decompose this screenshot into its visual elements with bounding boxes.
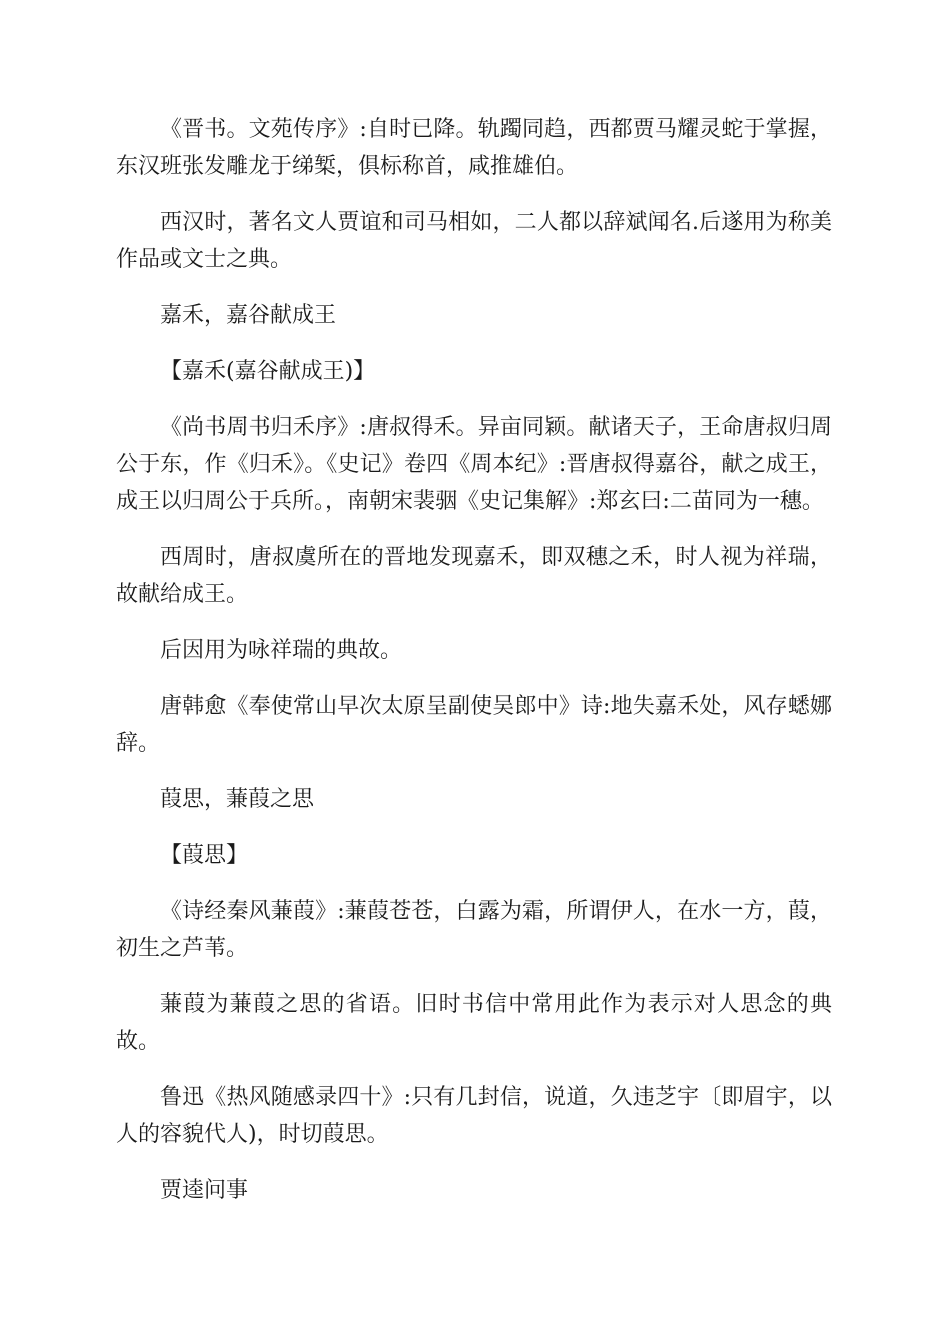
- paragraph-shijing-quote: 《诗经秦风蒹葭》:蒹葭苍苍，白露为霜，所谓伊人，在水一方，葭，初生之芦苇。: [116, 899, 832, 961]
- paragraph-hanyu-poem: 唐韩愈《奉使常山早次太原呈副使吴郎中》诗:地失嘉禾处，风存蟋娜辞。: [116, 694, 832, 756]
- entry-heading-jiahe: 嘉禾，嘉谷献成王: [160, 303, 337, 328]
- entry-title-jiahe: 【嘉禾(嘉谷献成王)】: [160, 359, 376, 384]
- paragraph-shangshu-quote: 《尚书周书归禾序》:唐叔得禾。异亩同颖。献诸天子，王命唐叔归周公于东，作《归禾》。《史记》卷四《周本纪》:晋唐叔得嘉谷，献之成王，成王以归周公于兵所。，南朝宋裴骃《史记集解》:郑玄曰:二苗同为一穗。: [116, 415, 832, 514]
- paragraph-xihan-explanation: 西汉时，著名文人贾谊和司马相如，二人都以辞斌闻名.后遂用为称美作品或文士之典。: [116, 210, 832, 272]
- paragraph-xizhou-explanation: 西周时，唐叔虞所在的晋地发现嘉禾，即双穗之禾，时人视为祥瑞，故献给成王。: [116, 545, 832, 607]
- entry-heading-jiasi: 葭思，蒹葭之思: [160, 787, 315, 812]
- entry-heading-jiakui: 贾逵问事: [160, 1178, 249, 1203]
- paragraph-jinshu-quote: 《晋书。文苑传序》:自时已降。轨躅同趋，西都贾马耀灵蛇于掌握，东汉班张发雕龙于绨椠，俱标称首，咸推雄伯。: [116, 117, 832, 179]
- document-body: [116, 111, 832, 1228]
- paragraph-jianjia-explanation: 蒹葭为蒹葭之思的省语。旧时书信中常用此作为表示对人思念的典故。: [116, 992, 832, 1054]
- paragraph-usage-note: 后因用为咏祥瑞的典故。: [160, 638, 403, 663]
- paragraph-luxun-quote: 鲁迅《热风随感录四十》:只有几封信，说道，久违芝宇〔即眉宇，以人的容貌代人)，时切葭思。: [116, 1085, 832, 1147]
- entry-title-jiasi: 【葭思】: [160, 843, 249, 868]
